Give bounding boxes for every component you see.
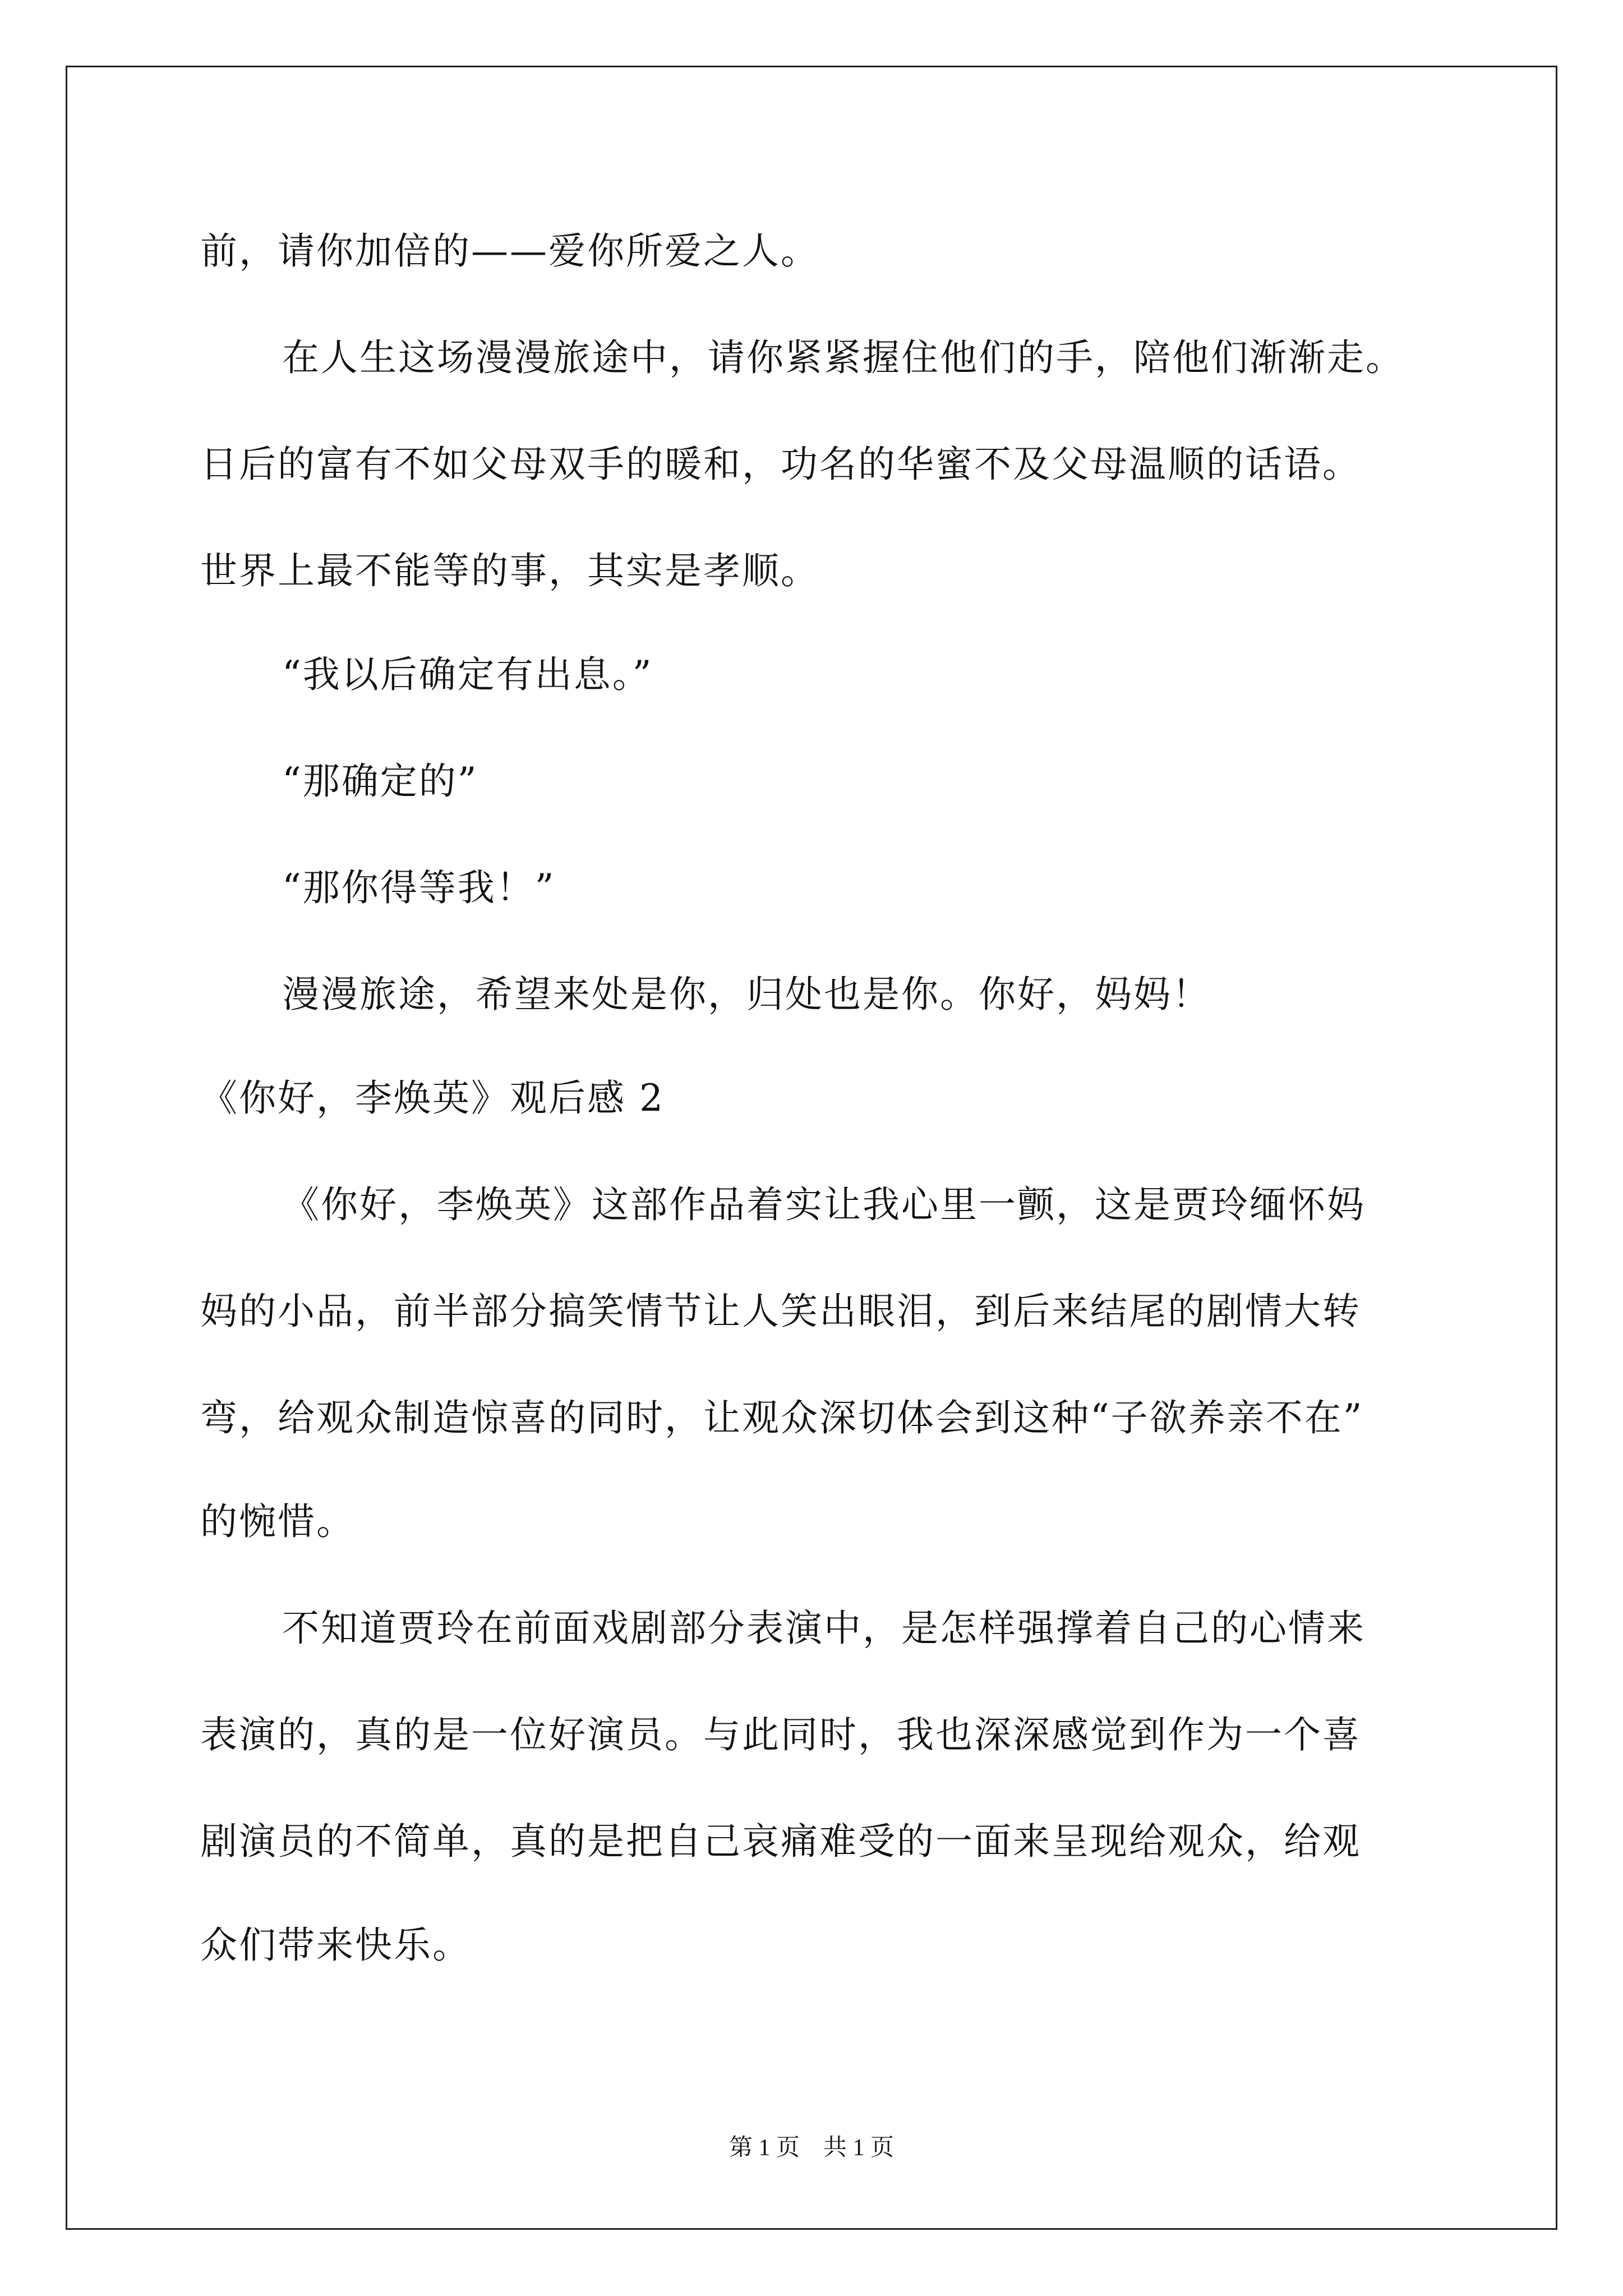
text-line: 众们带来快乐。 — [200, 1924, 471, 1967]
dialogue-line: “那你得等我！” — [282, 866, 556, 909]
text-line: 弯，给观众制造惊喜的同时，让观众深切体会到这种“子欲养亲不在” — [200, 1396, 1364, 1439]
page-footer: 第 1 页 共 1 页 — [728, 2135, 894, 2161]
text-line: 的惋惜。 — [200, 1500, 355, 1543]
text-line: 世界上最不能等的事，其实是孝顺。 — [200, 549, 819, 592]
text-line: 前，请你加倍的——爱你所爱之人。 — [200, 229, 819, 273]
dialogue-line: “我以后确定有出息。” — [282, 653, 653, 696]
paragraph-first-line: 漫漫旅途，希望来处是你，归处也是你。你好，妈妈！ — [282, 973, 1211, 1016]
text-line: 表演的，真的是一位好演员。与此同时，我也深深感觉到作为一个喜 — [200, 1713, 1361, 1756]
page-border — [66, 66, 1557, 2230]
paragraph-first-line: 不知道贾玲在前面戏剧部分表演中，是怎样强撑着自己的心情来 — [282, 1607, 1366, 1650]
section-heading: 《你好，李焕英》观后感 2 — [200, 1076, 665, 1120]
paragraph-first-line: 在人生这场漫漫旅途中，请你紧紧握住他们的手，陪他们渐渐走。 — [282, 336, 1404, 379]
dialogue-line: “那确定的” — [282, 760, 478, 803]
text-line: 妈的小品，前半部分搞笑情节让人笑出眼泪，到后来结尾的剧情大转 — [200, 1290, 1361, 1333]
text-line: 剧演员的不简单，真的是把自己哀痛难受的一面来呈现给观众，给观 — [200, 1820, 1361, 1863]
text-line: 日后的富有不如父母双手的暖和，功名的华蜜不及父母温顺的话语。 — [200, 443, 1361, 486]
paragraph-first-line: 《你好，李焕英》这部作品着实让我心里一颤，这是贾玲缅怀妈 — [282, 1183, 1366, 1226]
